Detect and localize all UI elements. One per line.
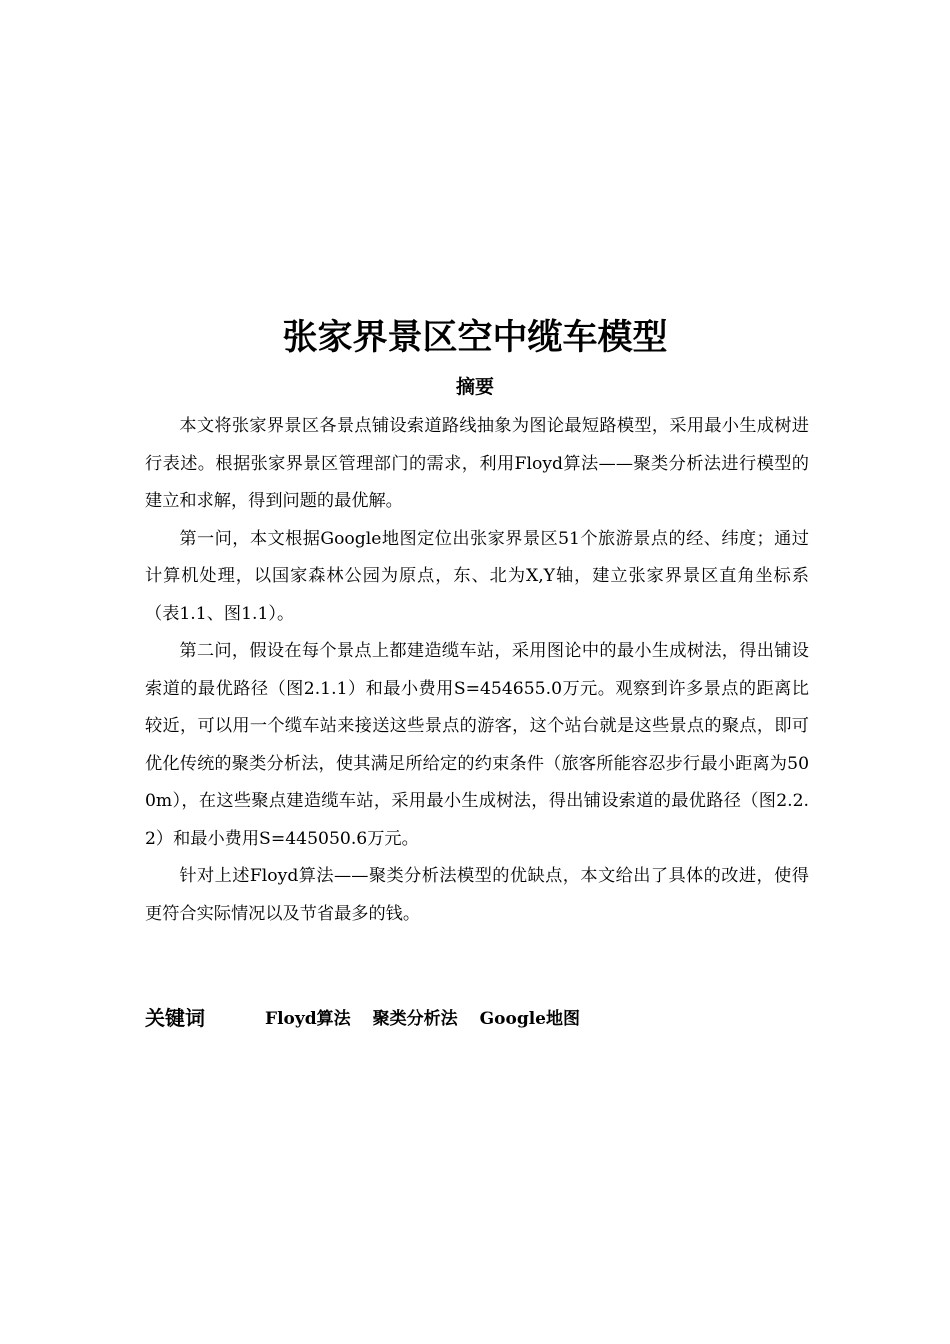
abstract-paragraph-2: 第一问，本文根据Google地图定位出张家界景区51个旅游景点的经、纬度；通过计算机处理，以国家森林公园为原点，东、北为X,Y轴，建立张家界景区直角坐标系（表1.1、图1.1）。 — [145, 528, 809, 624]
keyword-item: Floyd算法 — [265, 1008, 351, 1029]
abstract-paragraph-3: 第二问，假设在每个景点上都建造缆车站，采用图论中的最小生成树法，得出铺设索道的最优路径（图2.1.1）和最小费用S=454655.0万元。观察到许多景点的距离比较近，可以用一个缆车站来接送这些景点的游客，这个站台就是这些景点的聚点，即可优化传统的聚类分析法，使其满足所给定的约束条件（旅客所能容忍步行最小距离为500m），在这些聚点建造缆车站，采用最小生成树法，得出铺设索道的最优路径（图2.2.2）和最小费用S=445050.6万元。 — [145, 641, 809, 849]
paper-title: 张家界景区空中缆车模型 — [282, 318, 668, 358]
abstract-paragraph-4: 针对上述Floyd算法——聚类分析法模型的优缺点，本文给出了具体的改进，使得更符合实际情况以及节省最多的钱。 — [145, 866, 809, 924]
abstract-body — [145, 408, 809, 933]
keyword-item: 聚类分析法 — [372, 1008, 458, 1029]
abstract-heading: 摘要 — [455, 376, 494, 398]
keywords-row — [145, 998, 809, 1034]
abstract-paragraph-1: 本文将张家界景区各景点铺设索道路线抽象为图论最短路模型，采用最小生成树进行表述。根据张家界景区管理部门的需求，利用Floyd算法——聚类分析法进行模型的建立和求解，得到问题的最优解。 — [145, 416, 809, 511]
keyword-item: Google地图 — [479, 1008, 580, 1029]
keywords-label: 关键词 — [145, 1005, 205, 1030]
